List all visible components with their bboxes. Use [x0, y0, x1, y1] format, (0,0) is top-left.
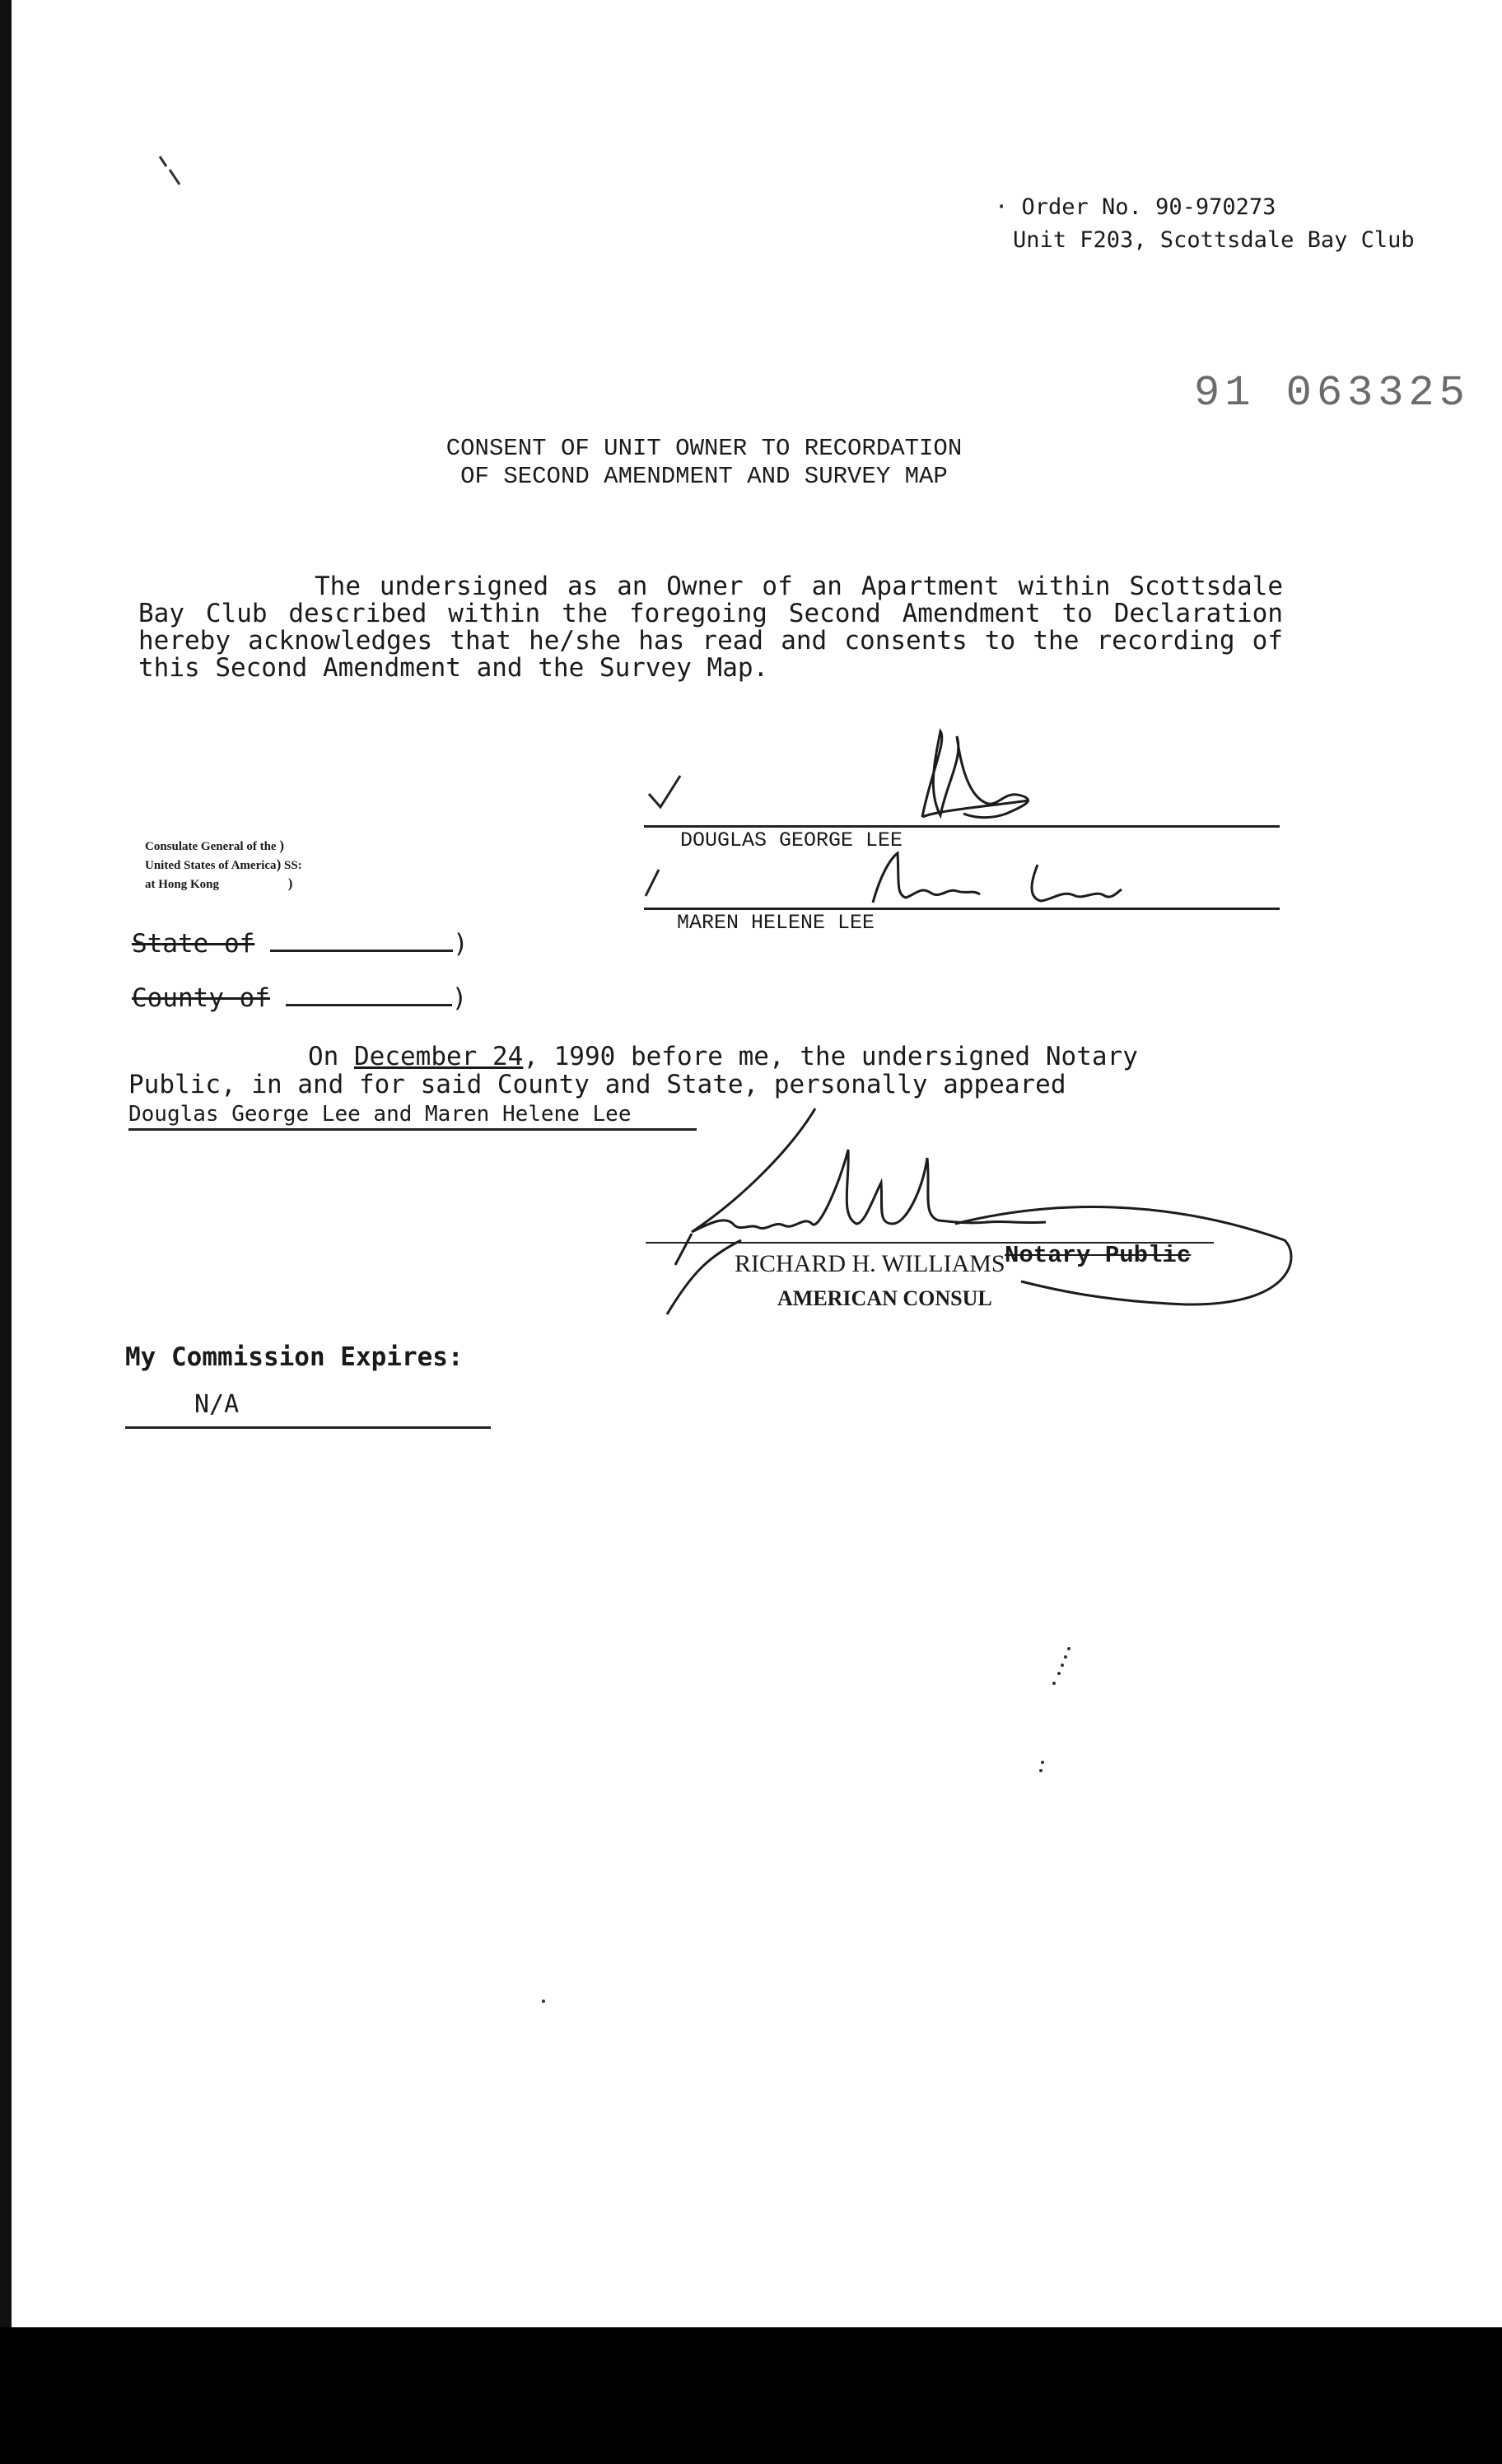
scan-edge	[0, 0, 12, 2464]
notary-public-label: Notary Public	[1005, 1242, 1192, 1269]
state-label: State of	[132, 929, 255, 959]
appeared-names: Douglas George Lee and Maren Helene Lee	[128, 1100, 697, 1131]
signature-line-2	[644, 908, 1280, 910]
order-block: · Order No. 90-970273 Unit F203, Scottsdale Bay Club	[995, 191, 1415, 257]
consulate-line-1: Consulate General of the	[145, 840, 277, 853]
consulate-line-3: at Hong Kong	[145, 878, 220, 891]
year-text: , 1990 before me, the undersigned Notary	[523, 1042, 1138, 1071]
signatory-name-2: MAREN HELENE LEE	[677, 911, 875, 935]
owner-signatures-graphic	[634, 725, 1309, 914]
acknowledgment-date: December 24	[354, 1042, 524, 1071]
ss-label: SS:	[283, 859, 302, 872]
commission-value: N/A	[194, 1390, 240, 1419]
scan-speck	[535, 1993, 552, 2009]
unit-reference: Unit F203, Scottsdale Bay Club	[1013, 227, 1415, 253]
commission-label: My Commission Expires:	[125, 1342, 464, 1372]
scan-bottom-band	[0, 2327, 1502, 2464]
signatory-name-1: DOUGLAS GEORGE LEE	[680, 828, 903, 852]
consul-name: RICHARD H. WILLIAMS	[735, 1250, 1005, 1277]
order-number: Order No. 90-970273	[1021, 194, 1276, 220]
title-line-2: OF SECOND AMENDMENT AND SURVEY MAP	[460, 463, 948, 490]
scan-mark	[155, 152, 196, 201]
consul-title: AMERICAN CONSUL	[777, 1286, 992, 1310]
county-field: County of )	[132, 983, 468, 1013]
scan-specks	[1029, 1639, 1079, 1804]
consulate-line-2: United States of America	[145, 859, 277, 872]
commission-line	[125, 1426, 491, 1429]
notary-line-2: Public, in and for said County and State, personally appeared	[128, 1070, 1066, 1099]
state-field: State of )	[132, 929, 469, 959]
document-title	[0, 435, 1408, 491]
on-label: On	[308, 1042, 339, 1071]
consent-paragraph: The undersigned as an Owner of an Apartment within Scottsdale Bay Club described within the foregoing Second Amendment to Declaration hereby acknowledges that he/she has read and consents to the recording of this Second Amendment and the Survey Map.	[138, 572, 1283, 683]
consulate-venue: Consulate General of the ) United States of America) SS: at Hong Kong )	[145, 838, 302, 891]
county-label: County of	[132, 983, 270, 1013]
title-line-1: CONSENT OF UNIT OWNER TO RECORDATION	[445, 435, 963, 462]
recording-stamp-number: 91 063325	[1194, 369, 1470, 418]
signature-line-1	[644, 825, 1280, 828]
